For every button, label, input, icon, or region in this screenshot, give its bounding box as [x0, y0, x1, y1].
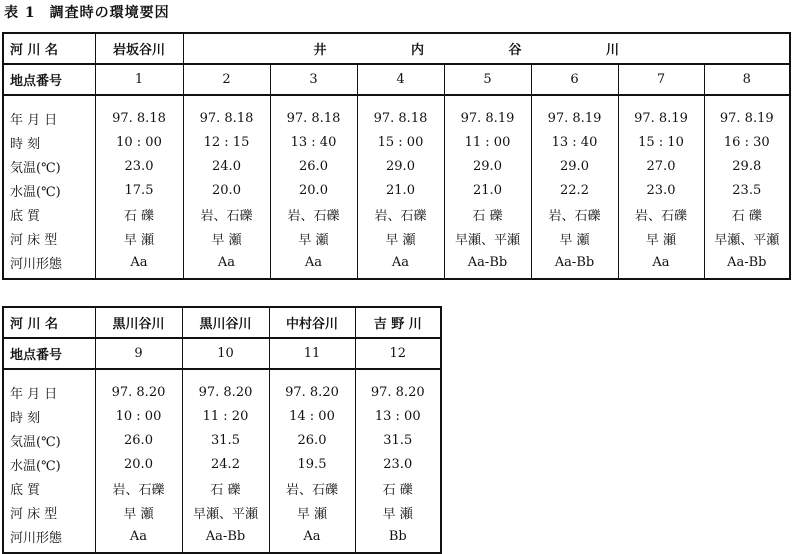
table-cell: 31.5	[182, 428, 269, 452]
table-cell: 29.0	[531, 154, 618, 178]
table-cell: 16 : 30	[704, 130, 790, 154]
table-cell: 97. 8.20	[269, 369, 355, 404]
table-cell: 23.0	[355, 452, 441, 476]
table-cell: 97. 8.18	[270, 95, 357, 130]
table-cell: 23.5	[704, 178, 790, 202]
table-cell: Aa	[618, 250, 704, 279]
row-label: 時 刻	[3, 130, 95, 154]
table-cell: 早 瀬	[355, 500, 441, 524]
table-cell: 27.0	[618, 154, 704, 178]
table-cell: 13 : 40	[270, 130, 357, 154]
river-name-cell: 黒川谷川	[95, 307, 182, 338]
caption-title: 調査時の環境要因	[49, 5, 170, 21]
table-row-substrate	[3, 476, 441, 500]
table-cell: 岩、石礫	[270, 202, 357, 226]
table-cell: 13 : 40	[531, 130, 618, 154]
table-cell: Aa	[269, 524, 355, 553]
table-cell: 21.0	[444, 178, 531, 202]
table-cell: 29.0	[357, 154, 444, 178]
table-cell: 石 礫	[182, 476, 269, 500]
table-cell: 石 礫	[95, 202, 183, 226]
row-label: 河 川 名	[3, 307, 95, 338]
table-cell: 石 礫	[355, 476, 441, 500]
table-cell: Aa	[270, 250, 357, 279]
table-cell: 早瀬、平瀬	[704, 226, 790, 250]
station-cell: 8	[704, 64, 790, 95]
table-caption	[4, 2, 184, 22]
table-cell: 97. 8.20	[95, 369, 182, 404]
table-row-time	[3, 130, 790, 154]
row-label: 底 質	[3, 202, 95, 226]
row-label: 年 月 日	[3, 369, 95, 404]
table-row-river-form	[3, 524, 441, 553]
table-row-riverbed-type	[3, 226, 790, 250]
table-cell: 97. 8.19	[704, 95, 790, 130]
table-cell: Aa-Bb	[182, 524, 269, 553]
station-row	[3, 64, 790, 95]
table-cell: Aa-Bb	[704, 250, 790, 279]
table-cell: 石 礫	[444, 202, 531, 226]
river-name-row	[3, 33, 790, 64]
row-label: 気温(℃)	[3, 428, 95, 452]
table-cell: 10 : 00	[95, 404, 182, 428]
row-label: 水温(℃)	[3, 452, 95, 476]
row-label: 気温(℃)	[3, 154, 95, 178]
river-name-cell: 黒川谷川	[182, 307, 269, 338]
station-cell: 4	[357, 64, 444, 95]
station-cell: 12	[355, 338, 441, 369]
table-cell: 11 : 00	[444, 130, 531, 154]
station-cell: 5	[444, 64, 531, 95]
table-cell: 22.2	[531, 178, 618, 202]
row-label: 河川形態	[3, 524, 95, 553]
table-cell: 早 瀬	[269, 500, 355, 524]
row-label: 年 月 日	[3, 95, 95, 130]
station-cell: 7	[618, 64, 704, 95]
table-cell: 20.0	[95, 452, 182, 476]
row-label: 河 床 型	[3, 500, 95, 524]
table-cell: 岩、石礫	[183, 202, 270, 226]
station-cell: 11	[269, 338, 355, 369]
table-cell: 10 : 00	[95, 130, 183, 154]
table-cell: 14 : 00	[269, 404, 355, 428]
table-row-substrate	[3, 202, 790, 226]
table-cell: 17.5	[95, 178, 183, 202]
table-cell: 97. 8.19	[618, 95, 704, 130]
table-row-water-temp	[3, 178, 790, 202]
row-label: 底 質	[3, 476, 95, 500]
table-cell: 26.0	[269, 428, 355, 452]
row-label: 河川形態	[3, 250, 95, 279]
table-cell: 12 : 15	[183, 130, 270, 154]
row-label: 河 川 名	[3, 33, 95, 64]
station-cell: 9	[95, 338, 182, 369]
river-name-row	[3, 307, 441, 338]
station-cell: 1	[95, 64, 183, 95]
table-cell: Bb	[355, 524, 441, 553]
table-cell: 15 : 00	[357, 130, 444, 154]
table-cell: 岩、石礫	[357, 202, 444, 226]
table-cell: 23.0	[618, 178, 704, 202]
row-label: 水温(℃)	[3, 178, 95, 202]
table-cell: 早 瀬	[270, 226, 357, 250]
table-cell: 97. 8.20	[355, 369, 441, 404]
table-cell: 早瀬、平瀬	[444, 226, 531, 250]
table-row-date	[3, 369, 441, 404]
table-cell: 岩、石礫	[95, 476, 182, 500]
table-row-air-temp	[3, 154, 790, 178]
table-cell: 早瀬、平瀬	[182, 500, 269, 524]
table-row-riverbed-type	[3, 500, 441, 524]
table-cell: Aa-Bb	[444, 250, 531, 279]
table-cell: 97. 8.19	[444, 95, 531, 130]
row-label: 河 床 型	[3, 226, 95, 250]
table-cell: Aa	[183, 250, 270, 279]
row-label: 地点番号	[3, 64, 95, 95]
table-cell: 早 瀬	[531, 226, 618, 250]
table-cell: 11 : 20	[182, 404, 269, 428]
table-cell: 24.2	[182, 452, 269, 476]
caption-number: 表 1	[4, 5, 36, 21]
row-label: 時 刻	[3, 404, 95, 428]
station-cell: 6	[531, 64, 618, 95]
table-cell: 97. 8.18	[95, 95, 183, 130]
table-cell: 24.0	[183, 154, 270, 178]
table-cell: 早 瀬	[95, 226, 183, 250]
table-cell: 21.0	[357, 178, 444, 202]
station-cell: 3	[270, 64, 357, 95]
table-cell: Aa	[357, 250, 444, 279]
table-cell: 26.0	[95, 428, 182, 452]
table-cell: 97. 8.18	[357, 95, 444, 130]
table-cell: 26.0	[270, 154, 357, 178]
table-cell: 20.0	[183, 178, 270, 202]
table-cell: 23.0	[95, 154, 183, 178]
station-row	[3, 338, 441, 369]
table-row-date	[3, 95, 790, 130]
environment-table-1	[2, 32, 791, 280]
table-cell: 29.8	[704, 154, 790, 178]
table-cell: 岩、石礫	[269, 476, 355, 500]
river-name-cell: 吉 野 川	[355, 307, 441, 338]
table-cell: 19.5	[269, 452, 355, 476]
table-cell: 15 : 10	[618, 130, 704, 154]
table-cell: 岩、石礫	[531, 202, 618, 226]
station-cell: 10	[182, 338, 269, 369]
table-row-water-temp	[3, 452, 441, 476]
row-label: 地点番号	[3, 338, 95, 369]
table-cell: Aa	[95, 524, 182, 553]
table-cell: 早 瀬	[183, 226, 270, 250]
table-cell: 97. 8.20	[182, 369, 269, 404]
environment-table-2	[2, 306, 442, 554]
table-row-time	[3, 404, 441, 428]
table-cell: 早 瀬	[618, 226, 704, 250]
table-cell: 29.0	[444, 154, 531, 178]
river-name-cell: 中村谷川	[269, 307, 355, 338]
table-cell: 20.0	[270, 178, 357, 202]
table-cell: Aa	[95, 250, 183, 279]
table-cell: 岩、石礫	[618, 202, 704, 226]
table-cell: 31.5	[355, 428, 441, 452]
table-cell: 石 礫	[704, 202, 790, 226]
table-cell: 97. 8.19	[531, 95, 618, 130]
table-row-air-temp	[3, 428, 441, 452]
station-cell: 2	[183, 64, 270, 95]
table-cell: 97. 8.18	[183, 95, 270, 130]
table-cell: 13 : 00	[355, 404, 441, 428]
river-name-cell: 岩坂谷川	[95, 33, 183, 64]
table-cell: 早 瀬	[95, 500, 182, 524]
table-row-river-form	[3, 250, 790, 279]
table-cell: 早 瀬	[357, 226, 444, 250]
table-cell: Aa-Bb	[531, 250, 618, 279]
river-name-cell: 井 内 谷 川	[183, 33, 790, 64]
